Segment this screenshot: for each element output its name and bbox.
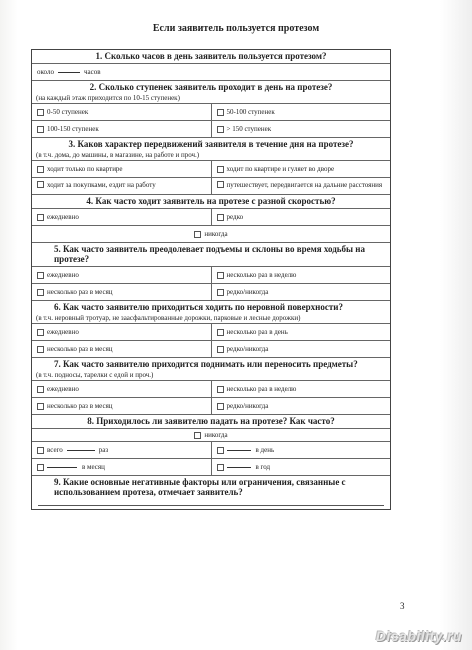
q6-option[interactable]: несколько раз в день	[211, 324, 391, 340]
q5-options-row-1	[32, 267, 390, 284]
q8-total[interactable]: всего раз	[32, 442, 211, 458]
q6-options-row-2	[32, 341, 390, 358]
q6-note: (в т.ч. неровный тротуар, не заасфальтированные дорожки, парковые и лесные дорожки)	[36, 314, 301, 322]
q7-question: 7. Как часто заявителю приходится поднимать или переносить предметы?	[54, 359, 358, 369]
checkbox-icon[interactable]	[217, 166, 224, 173]
q2-option[interactable]: 50-100 ступенек	[211, 104, 391, 120]
q2-note: (на каждый этаж приходится по 10-15 ступенек)	[36, 94, 180, 102]
q6-options-row-1	[32, 324, 390, 341]
q4-question: 4. Как часто ходит заявитель на протезе с разной скоростью?	[86, 196, 336, 206]
q3-option[interactable]: ходит только по квартире	[32, 161, 211, 177]
q5-option[interactable]: редко/никогда	[211, 284, 391, 300]
site-watermark: Disability.ru	[375, 628, 462, 644]
q5-option[interactable]: ежедневно	[32, 267, 211, 283]
q8-never-row	[32, 429, 390, 442]
q1-prefix: около	[37, 68, 54, 76]
checkbox-icon[interactable]	[217, 109, 224, 116]
q6-row	[32, 301, 390, 324]
q9-question: 9. Какие основные негативные факторы или ограничения, связанные с использованием протеза, отмечает заявитель?	[54, 477, 346, 497]
q3-option[interactable]: ходит за покупками, ездит на работу	[32, 178, 211, 194]
q8-per-day[interactable]: в день	[211, 442, 391, 458]
q2-option[interactable]: 100-150 ступенек	[32, 121, 211, 137]
checkbox-icon[interactable]	[217, 289, 224, 296]
q2-question: 2. Сколько ступенек заявитель проходит в день на протезе?	[89, 82, 333, 92]
q4-option[interactable]: никогда	[32, 226, 390, 242]
checkbox-icon[interactable]	[37, 126, 44, 133]
q5-row	[32, 243, 390, 267]
q8-per-year[interactable]: в год	[211, 459, 391, 475]
q3-options-row-2	[32, 178, 390, 195]
q8-frequency-row-1	[32, 442, 390, 459]
checkbox-icon[interactable]	[37, 346, 44, 353]
total-count-line[interactable]	[67, 450, 95, 451]
per-year-count-line[interactable]	[227, 467, 251, 468]
checkbox-icon[interactable]	[217, 329, 224, 336]
q2-options-row-1	[32, 104, 390, 121]
q3-note: (в т.ч. дома, до машины, в магазине, на работе и проч.)	[36, 151, 200, 159]
q9-row	[32, 476, 390, 509]
q6-option[interactable]: ежедневно	[32, 324, 211, 340]
checkbox-icon[interactable]	[37, 272, 44, 279]
q6-option[interactable]: редко/никогда	[211, 341, 391, 357]
q1-answer	[32, 64, 390, 80]
q2-row	[32, 81, 390, 104]
q7-option[interactable]: несколько раз в неделю	[211, 381, 391, 397]
q2-option[interactable]: > 150 ступенек	[211, 121, 391, 137]
q4-option[interactable]: редко	[211, 209, 391, 225]
per-day-count-line[interactable]	[227, 450, 251, 451]
q3-options-row-1	[32, 161, 390, 178]
q3-row	[32, 138, 390, 161]
q7-options-row-2	[32, 398, 390, 415]
q7-option[interactable]: ежедневно	[32, 381, 211, 397]
checkbox-icon[interactable]	[194, 432, 201, 439]
q1-question: 1. Сколько часов в день заявитель пользуется протезом?	[95, 51, 327, 61]
q7-option[interactable]: редко/никогда	[211, 398, 391, 414]
checkbox-icon[interactable]	[37, 447, 44, 454]
checkbox-icon[interactable]	[194, 231, 201, 238]
q8-question: 8. Приходилось ли заявителю падать на протезе? Как часто?	[87, 416, 335, 426]
checkbox-icon[interactable]	[37, 329, 44, 336]
q2-options-row-2	[32, 121, 390, 138]
q4-options-row-2	[32, 226, 390, 243]
q4-row	[32, 195, 390, 209]
q8-option-never[interactable]: никогда	[32, 429, 390, 441]
q7-option[interactable]: несколько раз в месяц	[32, 398, 211, 414]
checkbox-icon[interactable]	[37, 386, 44, 393]
q6-question: 6. Как часто заявителю приходиться ходить по неровной поверхности?	[54, 302, 343, 312]
checkbox-icon[interactable]	[217, 272, 224, 279]
q1-row	[32, 50, 390, 64]
checkbox-icon[interactable]	[37, 403, 44, 410]
q7-options-row-1	[32, 381, 390, 398]
checkbox-icon[interactable]	[37, 166, 44, 173]
q1-answer-row	[32, 64, 390, 81]
q8-per-month[interactable]: в месяц	[32, 459, 211, 475]
checkbox-icon[interactable]	[217, 447, 224, 454]
q5-option[interactable]: несколько раз в неделю	[211, 267, 391, 283]
page-title: Если заявитель пользуется протезом	[152, 23, 320, 34]
checkbox-icon[interactable]	[217, 181, 224, 188]
checkbox-icon[interactable]	[37, 289, 44, 296]
q2-option[interactable]: 0-50 ступенек	[32, 104, 211, 120]
q3-option[interactable]: ходит по квартире и гуляет во дворе	[211, 161, 391, 177]
checkbox-icon[interactable]	[217, 386, 224, 393]
checkbox-icon[interactable]	[37, 109, 44, 116]
checkbox-icon[interactable]	[217, 126, 224, 133]
q8-row	[32, 415, 390, 429]
q3-question: 3. Каков характер передвижений заявителя в течение дня на протезе?	[68, 139, 354, 149]
q5-options-row-2	[32, 284, 390, 301]
checkbox-icon[interactable]	[217, 346, 224, 353]
q5-option[interactable]: несколько раз в месяц	[32, 284, 211, 300]
checkbox-icon[interactable]	[217, 214, 224, 221]
q3-option[interactable]: путешествует, передвигается на дальние расстояния	[211, 178, 391, 194]
checkbox-icon[interactable]	[37, 181, 44, 188]
page-number: 3	[400, 601, 405, 611]
per-month-count-line[interactable]	[47, 467, 77, 468]
q4-options-row-1	[32, 209, 390, 226]
q8-frequency-row-2	[32, 459, 390, 476]
q9-answer-line[interactable]	[38, 505, 384, 506]
questionnaire-form	[31, 49, 391, 510]
q4-option[interactable]: ежедневно	[32, 209, 211, 225]
checkbox-icon[interactable]	[37, 214, 44, 221]
q6-option[interactable]: несколько раз в месяц	[32, 341, 211, 357]
q1-suffix: часов	[83, 68, 101, 76]
checkbox-icon[interactable]	[217, 403, 224, 410]
hours-input-line[interactable]	[58, 72, 80, 73]
checkbox-icon[interactable]	[37, 464, 44, 471]
checkbox-icon[interactable]	[217, 464, 224, 471]
q5-question: 5. Как часто заявитель преодолевает подъемы и склоны во время ходьбы на протезе?	[54, 244, 365, 264]
q7-note: (в т.ч. подносы, тарелки с едой и проч.)	[36, 371, 154, 379]
q7-row	[32, 358, 390, 381]
